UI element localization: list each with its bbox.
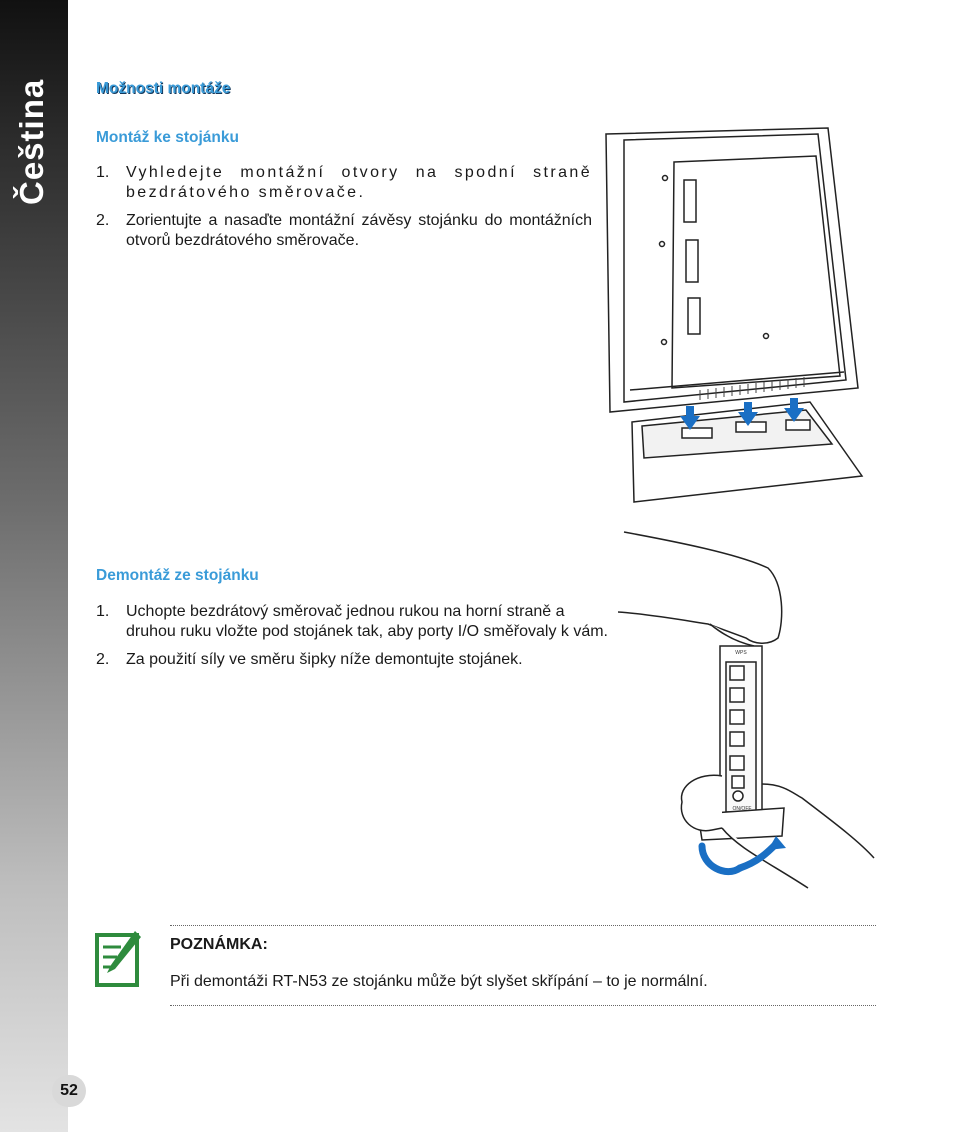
note-pencil-icon [95,929,141,987]
step-number: 2. [96,651,110,668]
wps-label: WPS [735,650,747,656]
mount-steps [96,163,592,259]
step-text: Vyhledejte montážní otvory na spodní straně bezdrátového směrovače. [126,164,592,201]
note-divider-top [170,925,876,926]
step-number: 1. [96,164,110,181]
step-number: 1. [96,603,110,620]
unmount-step-1 [96,602,616,642]
mount-step-1 [96,163,592,203]
step-text: Zorientujte a nasaďte montážní závěsy stojánku do montážních otvorů bezdrátového směrovače. [126,212,592,249]
unmount-step-2 [96,650,616,670]
language-sidebar [0,0,68,1132]
note-divider-bottom [170,1005,876,1006]
step-text: Za použití síly ve směru šipky níže demontujte stojánek. [126,651,523,668]
router-mount-illustration [600,122,875,512]
language-title: Čeština [13,78,50,205]
onoff-label: ON/OFF [732,806,752,812]
note-title: POZNÁMKA: [170,936,268,953]
step-text: Uchopte bezdrátový směrovač jednou rukou na horní straně a druhou ruku vložte pod stojánek tak, aby porty I/O směřovaly k vám. [126,603,608,640]
unmount-steps [96,602,616,678]
mount-step-2 [96,211,592,251]
main-heading: Možnosti montáže [96,80,231,97]
page-number: 52 [52,1075,86,1107]
step-number: 2. [96,212,110,229]
unmount-heading: Demontáž ze stojánku [96,567,259,584]
note-text: Při demontáži RT-N53 ze stojánku může být slyšet skřípání – to je normální. [170,973,708,990]
router-unmount-illustration [618,528,880,894]
mount-heading: Montáž ke stojánku [96,129,239,146]
